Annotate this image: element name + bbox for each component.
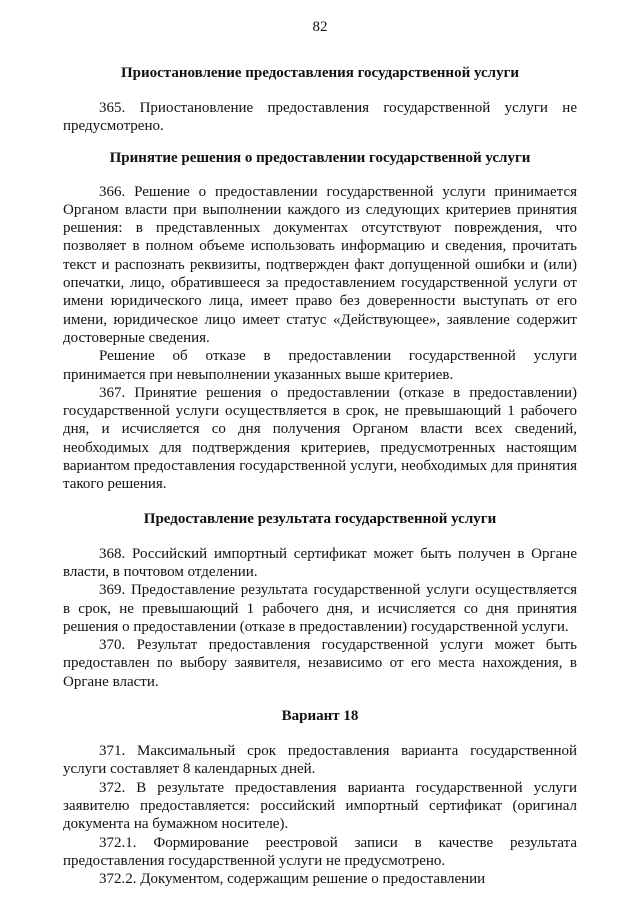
paragraph-365: 365. Приостановление предоставления государственной услуги не предусмотрено.: [63, 100, 577, 135]
paragraph-372-1: 372.1. Формирование реестровой записи в качестве результата предоставления государственной услуги не предусмотрено.: [63, 834, 577, 869]
section-heading-variant-18: Вариант 18: [281, 708, 359, 725]
paragraph-367: 367. Принятие решения о предоставлении (отказе в предоставлении) государственной услуги осуществляется в срок, не превышающий 1 рабочего дня, и исчисляется со дня получения Органом власти всех сведений, необходимых для подтверждения критериев, предусмотренных настоящим вариантом предоставления государственной услуги, необходимых для принятия такого решения.: [63, 384, 577, 493]
section-heading-result: Предоставление результата государственной услуги: [143, 510, 497, 527]
document-body: [63, 60, 577, 888]
section-heading-decision: Принятие решения о предоставлении государственной услуги: [109, 149, 531, 166]
paragraph-370: 370. Результат предоставления государственной услуги может быть предоставлен по выбору заявителя, независимо от его места нахождения, в Органе власти.: [63, 637, 577, 690]
paragraph-372: 372. В результате предоставления варианта государственной услуги заявителю предоставляется: российский импортный сертификат (оригинал документа на бумажном носителе).: [63, 779, 577, 833]
section-heading-suspension: Приостановление предоставления государственной услуги: [120, 65, 520, 81]
page-number: 82: [312, 19, 328, 35]
paragraph-366-refusal: Решение об отказе в предоставлении государственной услуги принимается при невыполнении указанных выше критериев.: [63, 348, 577, 383]
paragraph-372-2: 372.2. Документом, содержащим решение о предоставлении: [99, 871, 486, 888]
paragraph-369: 369. Предоставление результата государственной услуги осуществляется в срок, не превышающий 1 рабочего дня, и исчисляется со дня принятия решения о предоставлении (отказе в предоставлении) государственной услуги.: [63, 582, 577, 635]
paragraph-366: 366. Решение о предоставлении государственной услуги принимается Органом власти при выполнении каждого из следующих критериев принятия решения: в представленных документах отсутствуют повреждения, что позволяет в полном объеме использовать информацию и сведения, прочитать текст и распознать реквизиты, подтвержден факт допущенной ошибки и (или) опечатки, лицо, обратившееся за предоставлением государственной услуги от имени юридического лица, имеет право без доверенности выступать от его имени, юридическое лицо имеет статус «Действующее», заявление содержит достоверные сведения.: [63, 183, 577, 346]
paragraph-368: 368. Российский импортный сертификат может быть получен в Органе власти, в почтовом отделении.: [63, 545, 577, 580]
paragraph-371: 371. Максимальный срок предоставления варианта государственной услуги составляет 8 календарных дней.: [63, 743, 577, 778]
